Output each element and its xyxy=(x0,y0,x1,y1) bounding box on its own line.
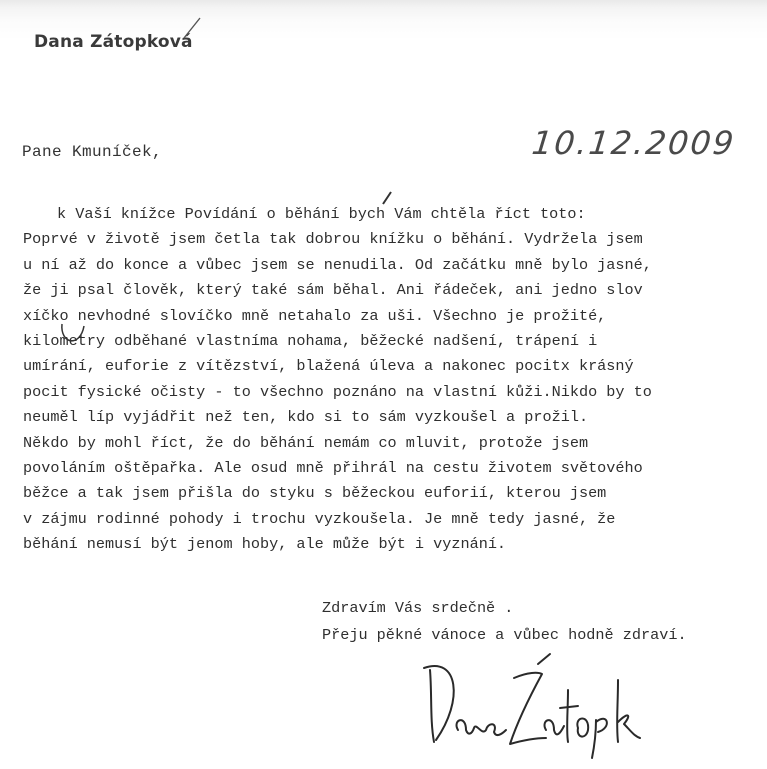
body-line: Poprvé v životě jsem četla tak dobrou knížku o běhání. Vydržela jsem xyxy=(23,230,643,249)
body-line: že ji psal člověk, který také sám běhal. Ani řádeček, ani jedno slov xyxy=(23,281,643,300)
letter-body xyxy=(23,202,743,557)
body-line: kilometry odběhané vlastníma nohama, běžecké nadšení, trápení i xyxy=(23,331,598,350)
body-line: povoláním oštěpařka. Ale osud mně přihrál na cestu životem světového xyxy=(23,458,643,477)
sender-name: Dana Zátopková xyxy=(34,32,193,52)
handwritten-date: 10.12.2009 xyxy=(530,124,738,162)
body-line: v zájmu rodinné pohody i trochu vyzkoušela. Je mně tedy jasné, že xyxy=(23,509,616,528)
salutation: Pane Kmuníček, xyxy=(22,143,163,161)
body-line: běžce a tak jsem přišla do styku s běžeckou euforií, kterou jsem xyxy=(23,484,607,503)
body-line: umírání, euforie z vítězství, blažená úleva a nakonec pocitx krásný xyxy=(23,357,634,376)
letter-closing xyxy=(322,595,687,649)
body-line: u ní až do konce a vůbec jsem se nenudila. Od začátku mně bylo jasné, xyxy=(23,255,652,274)
body-line: neuměl líp vyjádřit než ten, kdo si to sám vyzkoušel a prožil. xyxy=(23,408,589,427)
body-line: xíčko nevhodné slovíčko mně netahalo za uši. Všechno je prožité, xyxy=(23,306,607,325)
handwritten-signature xyxy=(418,650,658,760)
closing-line: Přeju pěkné vánoce a vůbec hodně zdraví. xyxy=(322,626,687,644)
body-line: běhání nemusí být jenom hoby, ale může být i vyznání. xyxy=(23,535,507,554)
body-line: k Vaší knížce Povídání o běhání bych Vám chtěla říct toto: xyxy=(57,205,586,223)
body-line: Někdo by mohl říct, že do běhání nemám co mluvit, protože jsem xyxy=(23,433,589,452)
body-line: pocit fysické očisty - to všechno poznáno na vlastní kůži.Nikdo by to xyxy=(23,382,652,401)
closing-line: Zdravím Vás srdečně . xyxy=(322,599,514,617)
